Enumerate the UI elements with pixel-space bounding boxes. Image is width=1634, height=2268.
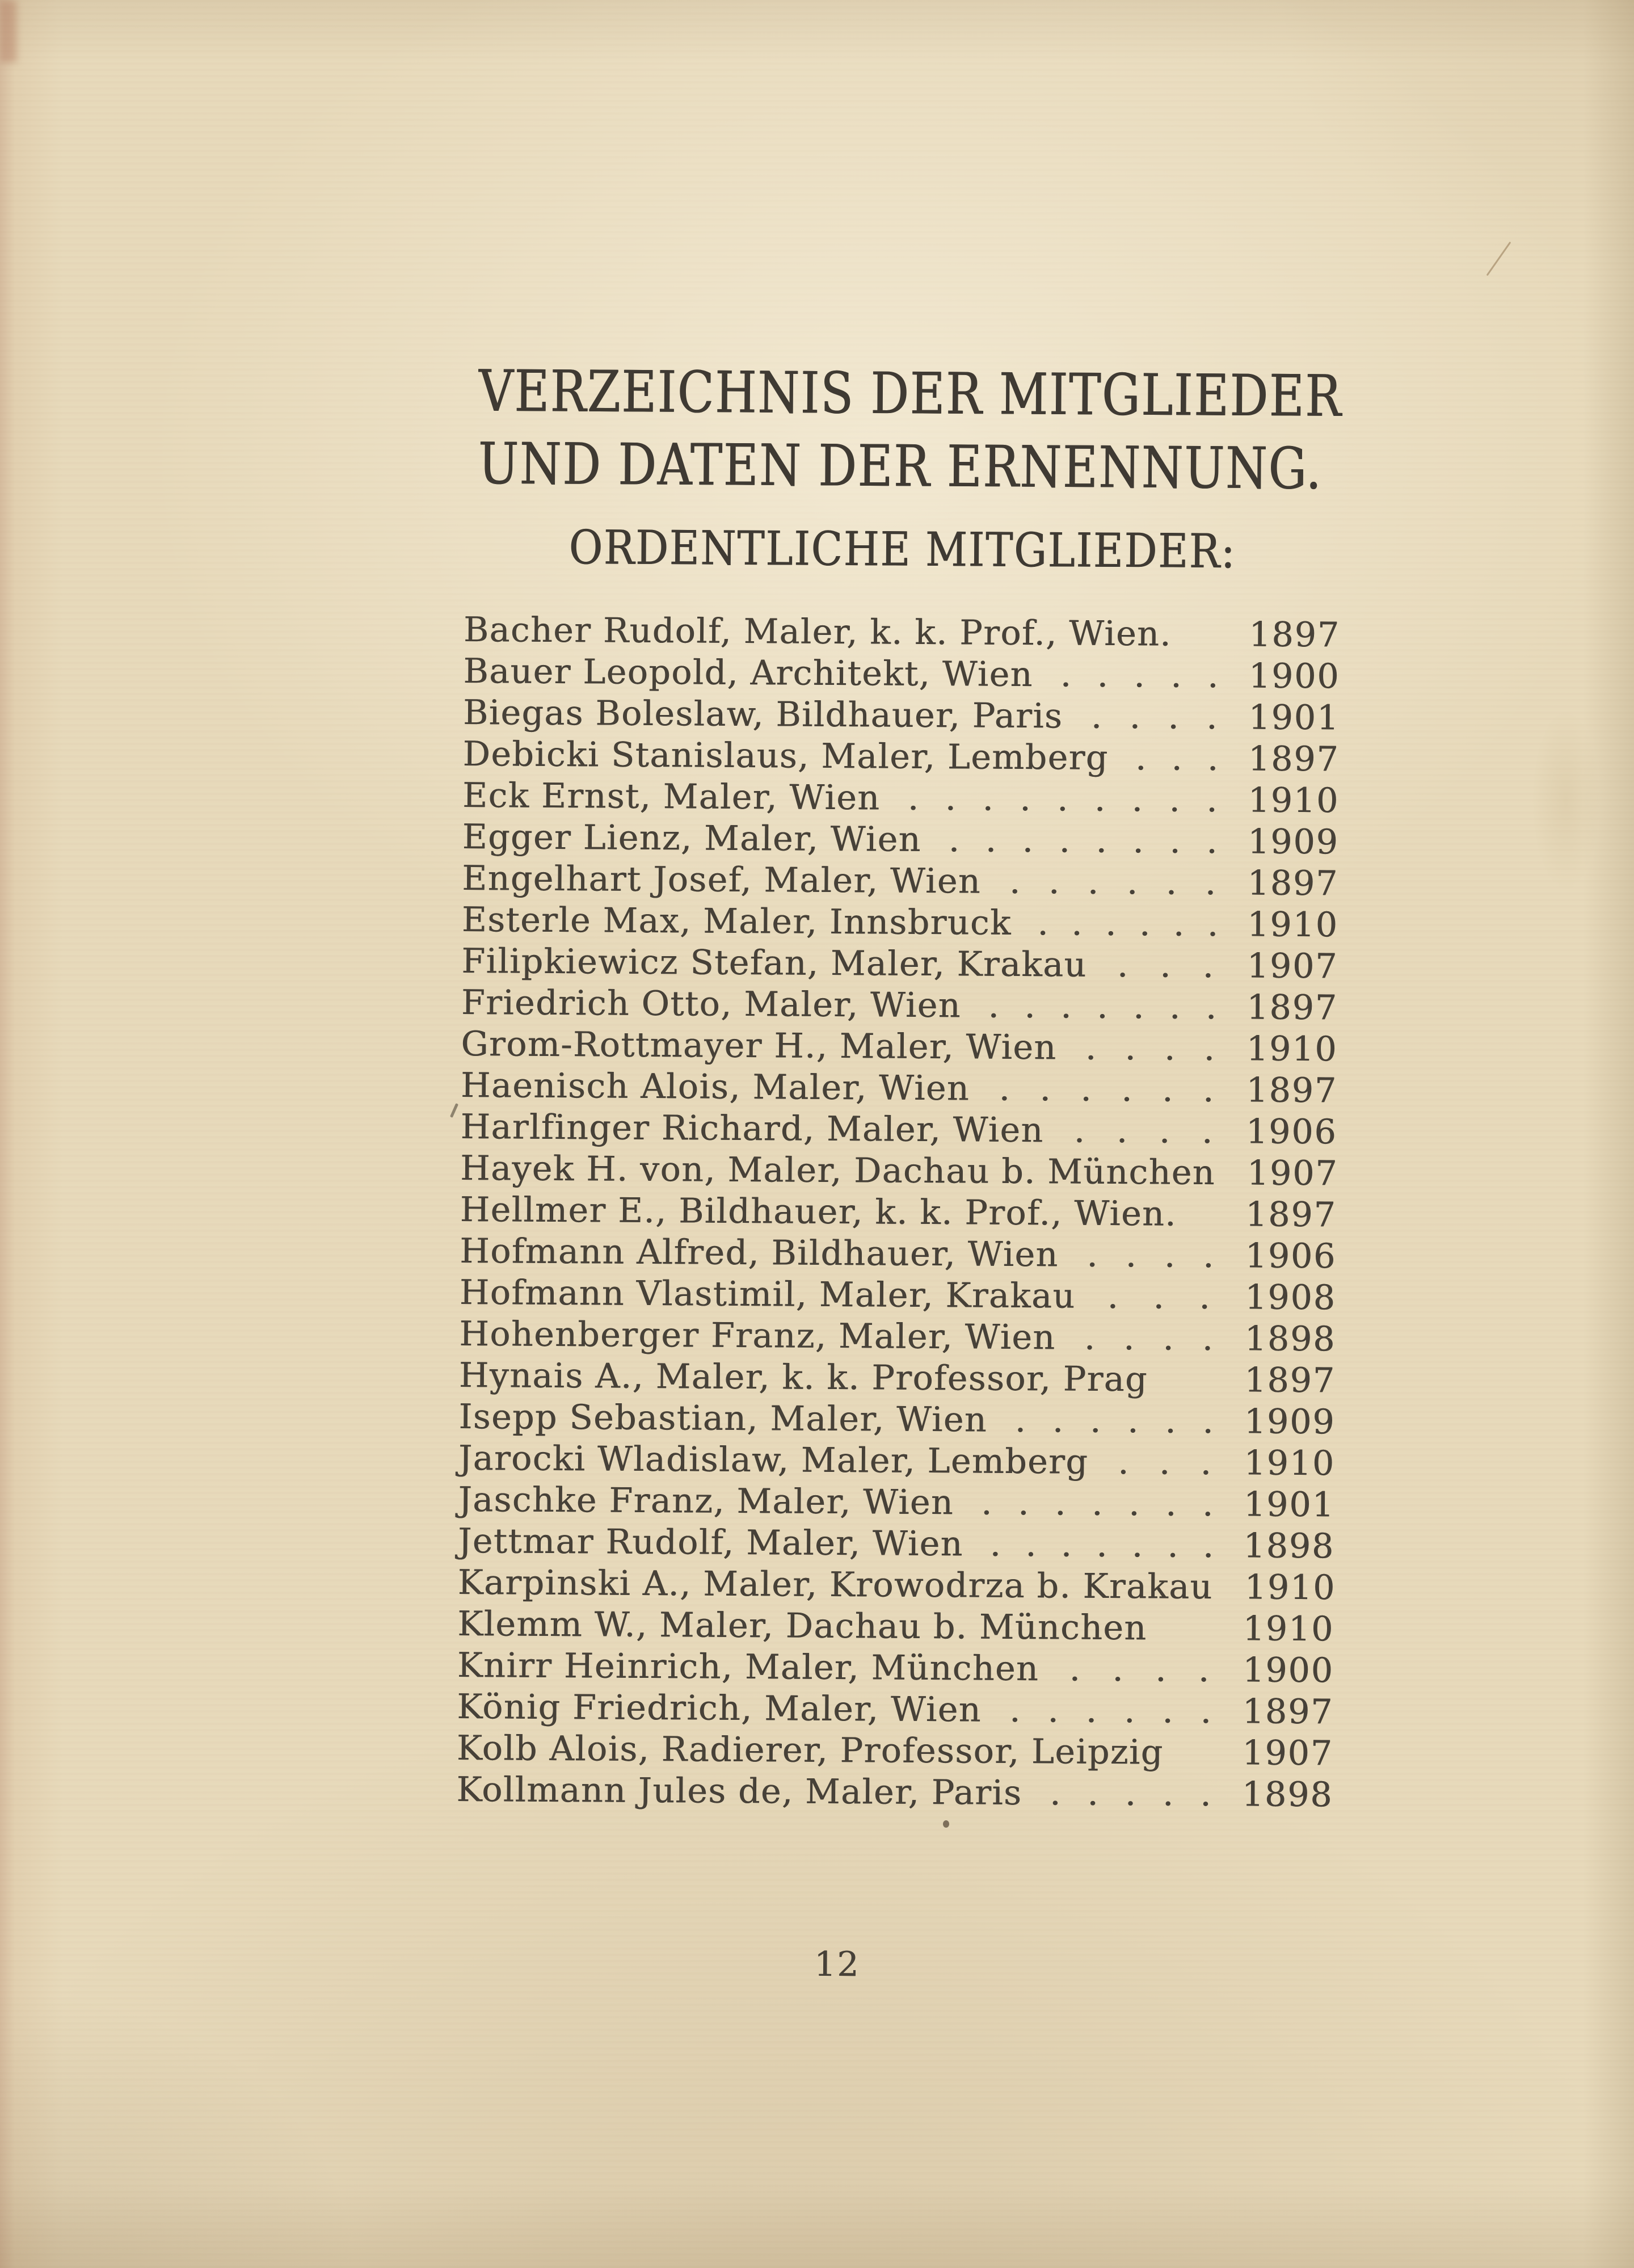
leader-dot: .	[1125, 1774, 1137, 1814]
leader-dot: .	[1205, 987, 1218, 1028]
member-list	[456, 609, 1340, 1816]
leader-dot: .	[1060, 655, 1072, 695]
leader-dot: .	[1202, 1525, 1215, 1566]
leader-dot: .	[1017, 1483, 1030, 1524]
leader-dot: .	[907, 778, 920, 818]
member-row	[458, 1479, 1334, 1526]
leader-dot: .	[1165, 1484, 1177, 1524]
leader-dot: .	[1173, 904, 1185, 944]
page-title-line-1: VERZEICHNIS DER MITGLIEDER	[478, 357, 1342, 430]
leader-dot: .	[982, 779, 995, 819]
leader-dot: .	[1056, 779, 1069, 819]
leader-dot: .	[945, 779, 957, 819]
member-year: 1897	[1248, 739, 1340, 780]
member-row	[457, 1562, 1334, 1609]
member-year: 1907	[1241, 1733, 1334, 1774]
member-year: 1910	[1248, 780, 1340, 821]
leader-dot: .	[1159, 1442, 1171, 1483]
leader-dot: .	[1170, 655, 1183, 696]
leader-dot: .	[1203, 1028, 1216, 1069]
dot-leader	[1026, 903, 1231, 945]
leader-dot: .	[1202, 1484, 1214, 1525]
page-content	[455, 347, 1342, 1987]
member-entry: Bauer Leopold, Architekt, Wien	[463, 651, 1033, 695]
leader-dot: .	[1155, 1650, 1167, 1690]
dot-leader	[968, 1482, 1227, 1525]
member-row	[457, 1728, 1333, 1774]
member-year: 1906	[1245, 1112, 1337, 1152]
member-year: 1910	[1244, 1567, 1336, 1608]
member-year: 1897	[1249, 615, 1341, 655]
member-entry: Klemm W., Maler, Dachau b. München	[457, 1604, 1147, 1648]
leader-dot: .	[1047, 1690, 1060, 1731]
leader-dot: .	[1159, 1111, 1171, 1151]
member-entry: Hayek H. von, Maler, Dachau b. München	[460, 1148, 1215, 1193]
leader-dot: .	[1160, 945, 1172, 986]
leader-dot: .	[1199, 1277, 1211, 1318]
dot-leader	[1077, 696, 1232, 739]
leader-dot: .	[1020, 779, 1032, 819]
member-year: 1897	[1245, 1194, 1337, 1235]
member-row	[462, 899, 1338, 946]
leader-dot: .	[1171, 738, 1184, 779]
leader-dot: .	[1116, 1111, 1128, 1151]
dot-leader	[1163, 1391, 1227, 1392]
member-row	[458, 1521, 1334, 1567]
member-row	[460, 1231, 1336, 1277]
leader-dot: .	[1117, 1442, 1130, 1483]
member-entry: Friedrich Otto, Maler, Wien	[461, 982, 962, 1026]
leader-dot: .	[1202, 1401, 1215, 1442]
leader-dot: .	[999, 1068, 1011, 1109]
leader-dot: .	[1127, 1401, 1139, 1441]
leader-dot: .	[1126, 862, 1139, 903]
dot-leader	[1178, 1764, 1225, 1765]
leader-dot: .	[1139, 904, 1151, 944]
member-row	[462, 858, 1338, 904]
member-row	[460, 1148, 1337, 1194]
member-year: 1898	[1244, 1319, 1336, 1360]
leader-dot: .	[980, 1483, 993, 1523]
leader-dot: .	[988, 986, 1000, 1026]
leader-dot: .	[1096, 1525, 1109, 1565]
member-entry: Jarocki Wladislaw, Maler, Lemberg	[458, 1438, 1089, 1482]
leader-dot: .	[1024, 986, 1037, 1026]
member-year: 1897	[1242, 1691, 1334, 1732]
leader-dot: .	[1165, 862, 1178, 903]
member-entry: Isepp Sebastian, Maler, Wien	[458, 1396, 988, 1440]
leader-dot: .	[1131, 1525, 1144, 1566]
member-entry: Jettmar Rudolf, Maler, Wien	[457, 1521, 963, 1564]
dot-leader	[1058, 1110, 1229, 1152]
leader-dot: .	[1069, 1649, 1081, 1689]
leader-dot: .	[1207, 904, 1219, 945]
leader-dot: .	[1132, 987, 1145, 1027]
leader-dot: .	[1086, 1235, 1099, 1275]
leader-dot: .	[1049, 1773, 1062, 1813]
leader-dot: .	[1125, 1235, 1138, 1276]
leader-dot: .	[1121, 1070, 1134, 1110]
leader-dot: .	[1107, 1276, 1119, 1317]
member-year: 1909	[1247, 822, 1339, 862]
member-row	[461, 941, 1338, 987]
member-year: 1898	[1241, 1774, 1333, 1815]
leader-dot: .	[989, 1524, 1002, 1564]
dot-leader	[1054, 1648, 1226, 1691]
dot-leader	[1101, 945, 1230, 987]
dot-leader	[1073, 1235, 1228, 1277]
page-title-line-2: UND DATEN DER ERNENNUNG.	[478, 430, 1323, 502]
leader-dot: .	[1206, 780, 1219, 820]
leader-dot: .	[1025, 1525, 1037, 1565]
leader-dot: .	[948, 820, 961, 860]
leader-dot: .	[1009, 1690, 1021, 1731]
leader-dot: .	[1085, 1028, 1097, 1068]
leader-dot: .	[1162, 1691, 1174, 1731]
leader-dot: .	[1169, 821, 1182, 861]
dot-leader	[976, 986, 1230, 1029]
leader-dot: .	[1085, 1690, 1098, 1731]
leader-dot: .	[1169, 780, 1181, 820]
member-entry: Haenisch Alois, Maler, Wien	[460, 1065, 970, 1109]
leader-dot: .	[1200, 1442, 1212, 1483]
dot-leader	[1071, 1028, 1229, 1070]
member-row	[462, 817, 1339, 863]
leader-dot: .	[1039, 1069, 1052, 1109]
leader-dot: .	[1206, 697, 1218, 738]
leader-dot: .	[1198, 1650, 1210, 1690]
member-entry: Karpinski A., Maler, Krowodrza b. Krakau	[457, 1562, 1213, 1608]
leader-dot: .	[1128, 1484, 1140, 1524]
leader-dot: .	[1071, 903, 1084, 944]
section-heading: ORDENTLICHE MITGLIEDER:	[568, 520, 1236, 579]
member-year: 1910	[1244, 1443, 1336, 1484]
stray-print-mark	[450, 1103, 458, 1118]
member-row	[457, 1604, 1334, 1650]
member-entry: Harlfinger Richard, Maler, Wien	[460, 1106, 1044, 1151]
leader-dot: .	[1207, 656, 1219, 696]
leader-dot: .	[1096, 820, 1108, 861]
member-row	[460, 1106, 1337, 1153]
leader-dot: .	[1009, 861, 1021, 902]
paper-stain	[1532, 709, 1600, 891]
member-entry: Hohenberger Franz, Maler, Wien	[459, 1314, 1056, 1358]
leader-dot: .	[1205, 862, 1217, 903]
leader-dot: .	[985, 820, 997, 860]
member-year: 1900	[1248, 656, 1340, 697]
leader-dot: .	[1090, 696, 1103, 737]
member-year: 1897	[1247, 863, 1339, 904]
member-row	[462, 734, 1339, 780]
member-row	[461, 982, 1338, 1029]
member-entry: Kolb Alois, Radierer, Professor, Leipzig	[456, 1728, 1164, 1773]
member-year: 1900	[1242, 1650, 1334, 1691]
member-year: 1906	[1245, 1236, 1337, 1277]
leader-dot: .	[1164, 1028, 1176, 1068]
leader-dot: .	[1052, 1400, 1064, 1441]
leader-dot: .	[1161, 1070, 1174, 1110]
member-row	[456, 1769, 1333, 1816]
dot-leader	[996, 1690, 1226, 1732]
member-row	[464, 609, 1340, 656]
member-entry: Grom-Rottmayer H., Maler, Wien	[461, 1024, 1057, 1068]
member-year: 1907	[1246, 1153, 1338, 1194]
leader-dot: .	[1112, 1650, 1125, 1690]
leader-dot: .	[1084, 1318, 1096, 1358]
member-year: 1897	[1246, 987, 1338, 1028]
member-year: 1897	[1246, 1070, 1338, 1111]
leader-dot: .	[1206, 821, 1219, 862]
paper-edge-tinge	[0, 0, 17, 62]
leader-dot: .	[1207, 739, 1219, 779]
member-entry: Knirr Heinrich, Maler, München	[457, 1645, 1039, 1689]
dot-leader	[1037, 1773, 1225, 1815]
member-row	[459, 1314, 1336, 1360]
member-year: 1907	[1246, 946, 1338, 987]
member-entry: König Friedrich, Maler, Wien	[457, 1686, 982, 1730]
leader-dot: .	[1167, 1525, 1180, 1566]
leader-dot: .	[1014, 1400, 1027, 1441]
member-row	[460, 1189, 1336, 1236]
leader-dot: .	[1094, 779, 1106, 819]
leader-dot: .	[1129, 697, 1142, 737]
member-row	[459, 1355, 1336, 1402]
member-row	[457, 1645, 1334, 1691]
leader-dot: .	[1087, 1773, 1100, 1813]
member-year: 1901	[1243, 1484, 1335, 1525]
dot-leader	[936, 819, 1231, 862]
dot-leader	[978, 1524, 1226, 1567]
leader-dot: .	[1202, 1235, 1215, 1276]
member-entry: Biegas Boleslaw, Bildhauer, Paris	[462, 692, 1063, 737]
leader-dot: .	[1123, 1318, 1135, 1358]
member-entry: Eck Ernst, Maler, Wien	[462, 775, 881, 818]
member-row	[461, 1065, 1337, 1112]
member-entry: Bacher Rudolf, Maler, k. k. Prof., Wien.	[463, 609, 1172, 654]
member-row	[458, 1438, 1335, 1484]
member-entry: Esterle Max, Maler, Innsbruck	[461, 899, 1012, 943]
leader-dot: .	[1060, 986, 1073, 1026]
member-row	[463, 651, 1340, 697]
member-year: 1909	[1244, 1402, 1336, 1442]
member-entry: Filipkiewicz Stefan, Maler, Krakau	[461, 941, 1087, 985]
member-entry: Hofmann Alfred, Bildhauer, Wien	[460, 1231, 1059, 1275]
member-entry: Hofmann Vlastimil, Maler, Krakau	[459, 1272, 1076, 1316]
leader-dot: .	[1163, 1318, 1175, 1358]
dot-leader	[1070, 1318, 1228, 1360]
dot-leader	[1090, 1276, 1228, 1318]
leader-dot: .	[1089, 1400, 1102, 1441]
leader-dot: .	[1131, 780, 1144, 820]
member-year: 1901	[1248, 697, 1340, 738]
leader-dot: .	[1168, 697, 1180, 737]
leader-dot: .	[1202, 1070, 1215, 1110]
leader-dot: .	[1087, 862, 1100, 902]
leader-dot: .	[1022, 820, 1034, 861]
member-entry: Debicki Stanislaus, Maler, Lemberg	[462, 734, 1109, 778]
leader-dot: .	[1054, 1483, 1067, 1524]
leader-dot: .	[1060, 1525, 1073, 1565]
member-year: 1910	[1246, 904, 1339, 945]
dot-leader	[1002, 1400, 1227, 1442]
member-row	[458, 1396, 1335, 1443]
member-entry: Hellmer E., Bildhauer, k. k. Prof., Wien.	[460, 1189, 1177, 1234]
leader-dot: .	[1200, 1691, 1212, 1732]
member-entry: Egger Lienz, Maler, Wien	[462, 817, 921, 860]
page-title	[464, 347, 1342, 502]
leader-dot: .	[1134, 655, 1146, 696]
leader-dot: .	[1200, 1774, 1212, 1815]
dot-leader	[984, 1068, 1229, 1112]
leader-dot: .	[1165, 1401, 1177, 1441]
leader-dot: .	[1080, 1069, 1093, 1109]
leader-dot: .	[1162, 1774, 1174, 1814]
leader-dot: .	[1105, 903, 1117, 944]
leader-dot: .	[1153, 1277, 1165, 1317]
leader-dot: .	[1097, 655, 1109, 695]
member-year: 1910	[1246, 1029, 1338, 1070]
member-row	[460, 1272, 1336, 1319]
leader-dot: .	[1201, 1111, 1214, 1152]
member-year: 1908	[1244, 1277, 1337, 1318]
leader-dot: .	[1202, 1318, 1214, 1359]
leader-dot: .	[1123, 1691, 1136, 1731]
member-year: 1898	[1243, 1526, 1335, 1567]
member-entry: Hynais A., Maler, k. k. Professor, Prag	[458, 1355, 1148, 1400]
leader-dot: .	[1091, 1483, 1104, 1524]
leader-dot: .	[1169, 987, 1181, 1027]
page-number: 12	[814, 1944, 860, 1985]
member-row	[463, 692, 1340, 739]
member-entry: Jaschke Franz, Maler, Wien	[458, 1479, 954, 1523]
member-row	[457, 1686, 1333, 1733]
member-entry: Kollmann Jules de, Maler, Paris	[456, 1769, 1022, 1813]
dot-leader	[1123, 738, 1231, 780]
leader-dot: .	[1202, 945, 1215, 986]
dot-leader	[996, 861, 1231, 904]
dot-leader	[1103, 1442, 1227, 1484]
member-row	[462, 775, 1339, 822]
leader-dot: .	[1073, 1110, 1086, 1151]
dot-leader	[895, 778, 1231, 822]
leader-dot: .	[1048, 862, 1060, 902]
member-row	[461, 1024, 1337, 1070]
paper-fiber-mark	[1486, 242, 1511, 276]
leader-dot: .	[1135, 738, 1147, 779]
dot-leader	[1047, 654, 1232, 697]
leader-dot: .	[1125, 1028, 1137, 1068]
leader-dot: .	[1037, 903, 1050, 944]
leader-dot: .	[1117, 945, 1129, 986]
member-entry: Engelhart Josef, Maler, Wien	[462, 858, 982, 902]
leader-dot: .	[1059, 820, 1071, 861]
member-year: 1897	[1244, 1360, 1336, 1401]
leader-dot: .	[1132, 821, 1145, 861]
leader-dot: .	[1096, 986, 1109, 1026]
leader-dot: .	[1164, 1235, 1176, 1276]
member-year: 1910	[1243, 1609, 1334, 1650]
